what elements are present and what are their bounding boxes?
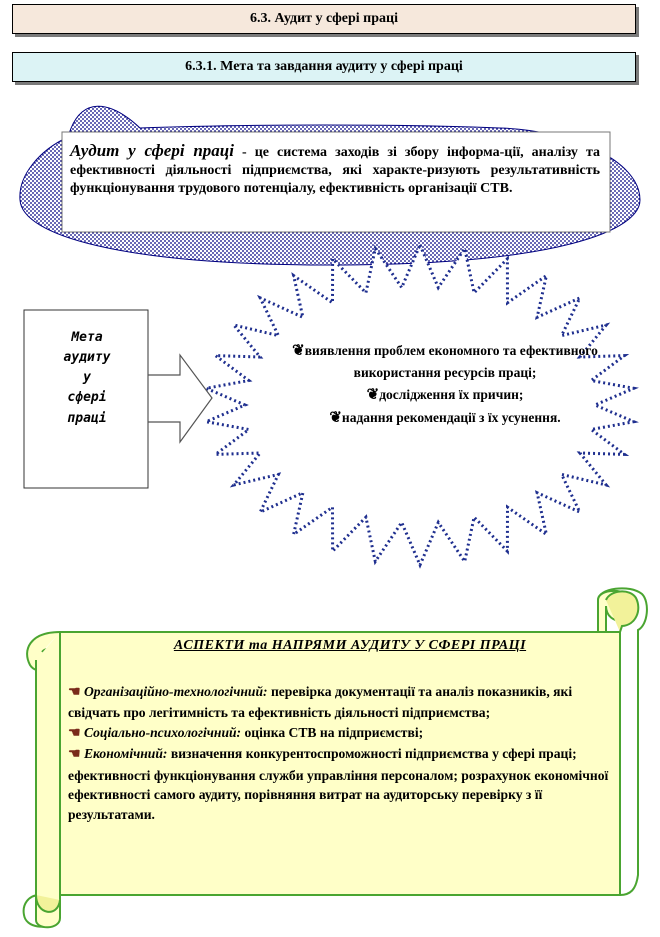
goal-label-line: праці — [67, 410, 107, 426]
aspect-name: Соціально-психологічний: — [83, 725, 242, 740]
arrow-shape — [148, 355, 212, 442]
aspect-name: Організаційно-технологічний: — [83, 684, 268, 699]
hand-icon: ☚ — [68, 747, 81, 763]
aspects-list — [68, 682, 616, 825]
aspect-text: перевірка документації та аналіз показників, які свідчать про легітимність та ефективність діяльності підприємства; — [68, 684, 573, 721]
goal-item-text: виявлення проблем економного та ефективного використання ресурсів праці; — [304, 343, 598, 381]
aspect-item — [68, 723, 616, 744]
subsection-title: 6.3.1. Мета та завдання аудиту у сфері праці — [185, 59, 463, 74]
goal-items — [290, 340, 600, 431]
definition-text — [70, 140, 600, 199]
section-title: 6.3. Аудит у сфері праці — [250, 11, 398, 26]
hand-icon: ☚ — [68, 726, 81, 741]
aspect-item — [68, 682, 616, 723]
aspect-name: Економічний: — [83, 746, 168, 762]
goal-item — [290, 407, 600, 430]
leaf-icon: ❦ — [366, 387, 380, 404]
aspect-text: оцінка СТВ на підприємстві; — [241, 725, 424, 740]
definition-term: Аудит у сфері праці — [70, 141, 234, 160]
goal-item — [290, 340, 600, 384]
aspect-item — [68, 744, 616, 824]
goal-item-text: дослідження їх причин; — [379, 387, 524, 403]
goal-label — [28, 328, 146, 429]
goal-label-line: у — [83, 370, 91, 386]
goal-item-text: надання рекомендації з їх усунення. — [341, 410, 561, 426]
goal-item — [290, 384, 600, 407]
definition-body: - це система заходів зі збору інформа-ції, аналізу та ефективності діяльності підприємства, які характе-ризують результативність функціонування трудового потенціалу, ефективність організації СТВ. — [70, 145, 600, 197]
aspect-text: визначення конкурентоспроможності підприємства у сфері праці; ефективності функціонування служби управління персоналом; розрахунок економічної ефективності самого аудиту, порівняння витрат на аудиторську перевірку з її результатами. — [68, 746, 609, 822]
goal-label-line: аудиту — [63, 350, 111, 366]
goal-label-line: Мета — [71, 330, 103, 345]
aspects-title: АСПЕКТИ та НАПРЯМИ АУДИТУ У СФЕРІ ПРАЦІ — [173, 638, 527, 653]
leaf-icon: ❦ — [329, 410, 342, 427]
leaf-icon: ❦ — [292, 343, 305, 359]
hand-icon: ☚ — [68, 685, 81, 700]
goal-label-line: сфері — [67, 390, 107, 406]
